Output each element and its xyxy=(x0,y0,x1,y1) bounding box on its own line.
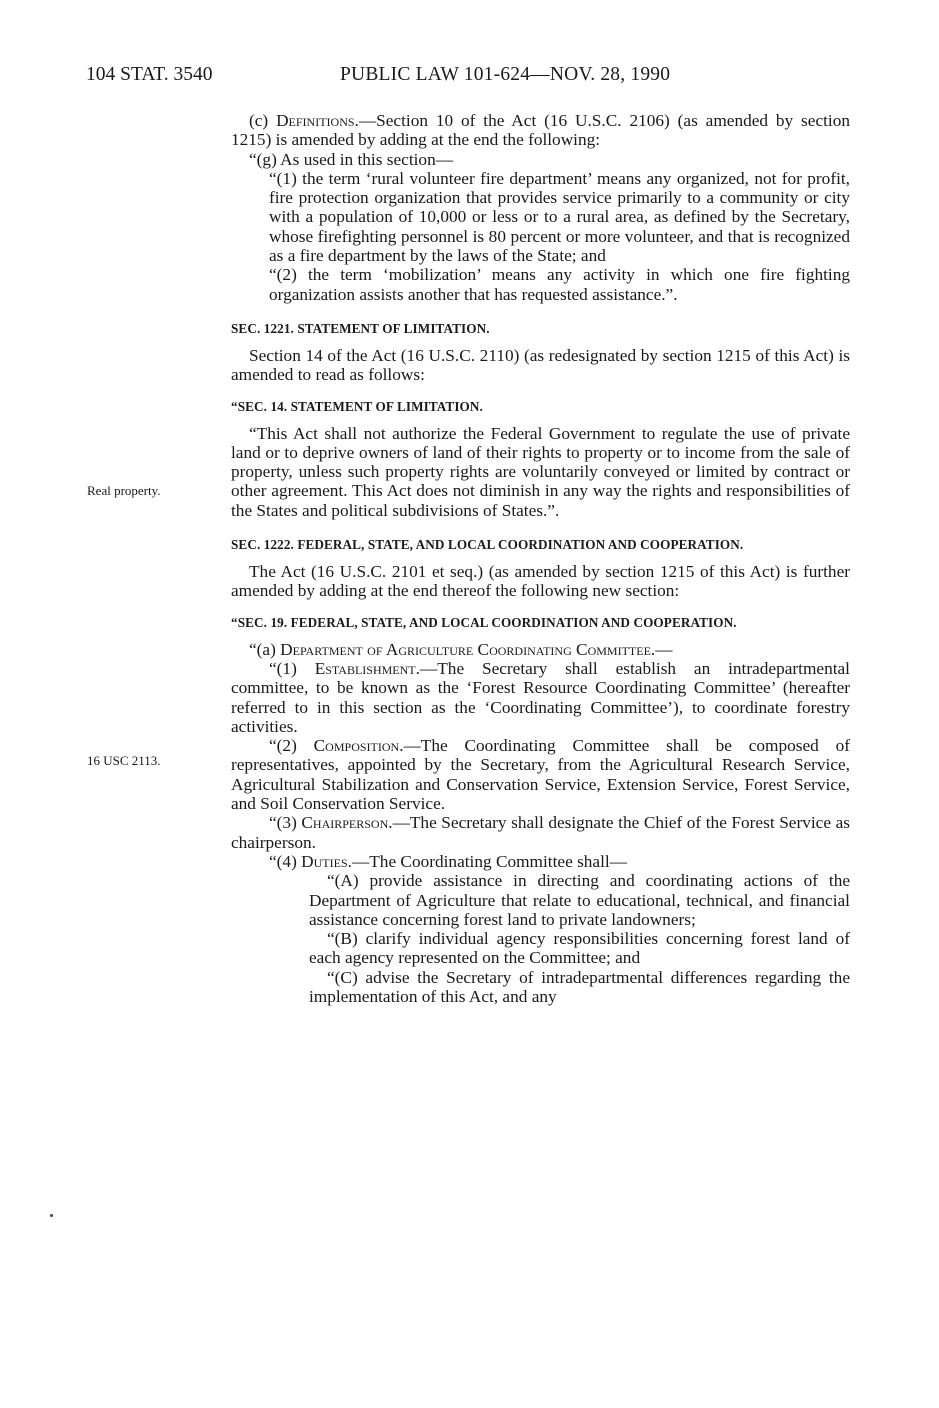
sec-14-heading: “SEC. 14. STATEMENT OF LIMITATION. xyxy=(231,398,483,414)
sec-1221-heading: SEC. 1221. STATEMENT OF LIMITATION. xyxy=(231,320,490,336)
chairperson-label: Chairperson xyxy=(301,813,389,833)
composition-label: Composition xyxy=(313,736,400,756)
sec-1222-intro: The Act (16 U.S.C. 2101 et seq.) (as amended by section 1215 of this Act) is further amended by adding at the end thereof the following new section: xyxy=(231,562,850,601)
definitions-label: Definitions xyxy=(276,111,355,130)
scan-speck xyxy=(50,1214,53,1217)
margin-note-real-property: Real property. xyxy=(87,483,161,498)
sec-1221-intro: Section 14 of the Act (16 U.S.C. 2110) (as redesignated by section 1215 of this Act) is amended to read as follows: xyxy=(231,345,850,385)
paragraph-1-establishment: “(1) Establishment.—The Secretary shall establish an intradepartmental committee, to be known as the ‘Forest Resource Coordinating Committee’ (hereafter referred to in this section as the ‘Coordinating Committee’), to coordinate forestry activities. xyxy=(231,658,850,736)
public-law-citation: PUBLIC LAW 101-624—NOV. 28, 1990 xyxy=(340,64,671,85)
duty-b: “(B) clarify individual agency responsibilities concerning forest land of each agency represented on the Committee; and xyxy=(309,929,850,968)
sec-1222-heading: SEC. 1222. FEDERAL, STATE, AND LOCAL COORDINATION AND COOPERATION. xyxy=(231,537,744,553)
stat-page-number: 104 STAT. 3540 xyxy=(86,64,213,85)
sec-19-heading: “SEC. 19. FEDERAL, STATE, AND LOCAL COORDINATION AND COOPERATION. xyxy=(231,614,737,630)
duty-a: “(A) provide assistance in directing and coordinating actions of the Department of Agriculture that relate to educational, technical, and financial assistance concerning forest land to private landowners; xyxy=(309,871,850,929)
paragraph-3-chairperson: “(3) Chairperson.—The Secretary shall designate the Chief of the Forest Service as chairperson. xyxy=(231,813,850,852)
body-text xyxy=(231,111,850,1006)
sec-14-body: “This Act shall not authorize the Federal Government to regulate the use of private land or to deprive owners of land of their rights to property or to income from the sale of property, unless such property rights are voluntarily conveyed or limited by contract or other agreement. This Act does not diminish in any way the rights and responsibilities of the States and political subdivisions of States.”. xyxy=(231,423,850,520)
subsection-a-label: Department of Agriculture Coordinating Committee xyxy=(280,639,651,659)
paragraph-4-duties: “(4) Duties.—The Coordinating Committee shall— xyxy=(269,851,627,871)
subsection-g: “(g) As used in this section— xyxy=(249,149,453,169)
duty-c: “(C) advise the Secretary of intradepartmental differences regarding the implementation of this Act, and any xyxy=(309,967,850,1006)
duties-label: Duties xyxy=(301,851,348,871)
subsection-a: “(a) Department of Agriculture Coordinating Committee.— xyxy=(249,639,673,659)
definition-1: “(1) the term ‘rural volunteer fire department’ means any organized, not for profit, fire protection organization that provides service primarily to a community or city with a population of 10,000 or less or to a rural area, as defined by the Secretary, whose firefighting personnel is 80 percent or more volunteer, and that is recognized as a fire department by the laws of the State; and xyxy=(269,168,850,266)
margin-note-usc: 16 USC 2113. xyxy=(87,753,161,768)
definition-2: “(2) the term ‘mobilization’ means any activity in which one fire fighting organization assists another that has requested assistance.”. xyxy=(269,265,850,304)
establishment-label: Establishment xyxy=(314,658,416,678)
paragraph-2-composition: “(2) Composition.—The Coordinating Committee shall be composed of representatives, appointed by the Secretary, from the Agricultural Research Service, Agricultural Stabilization and Conservation Service, Extension Service, Forest Service, and Soil Conservation Service. xyxy=(231,736,850,814)
definitions-paragraph: (c) Definitions.—Section 10 of the Act (16 U.S.C. 2106) (as amended by section 1215) is amended by adding at the end the following: xyxy=(231,111,850,150)
